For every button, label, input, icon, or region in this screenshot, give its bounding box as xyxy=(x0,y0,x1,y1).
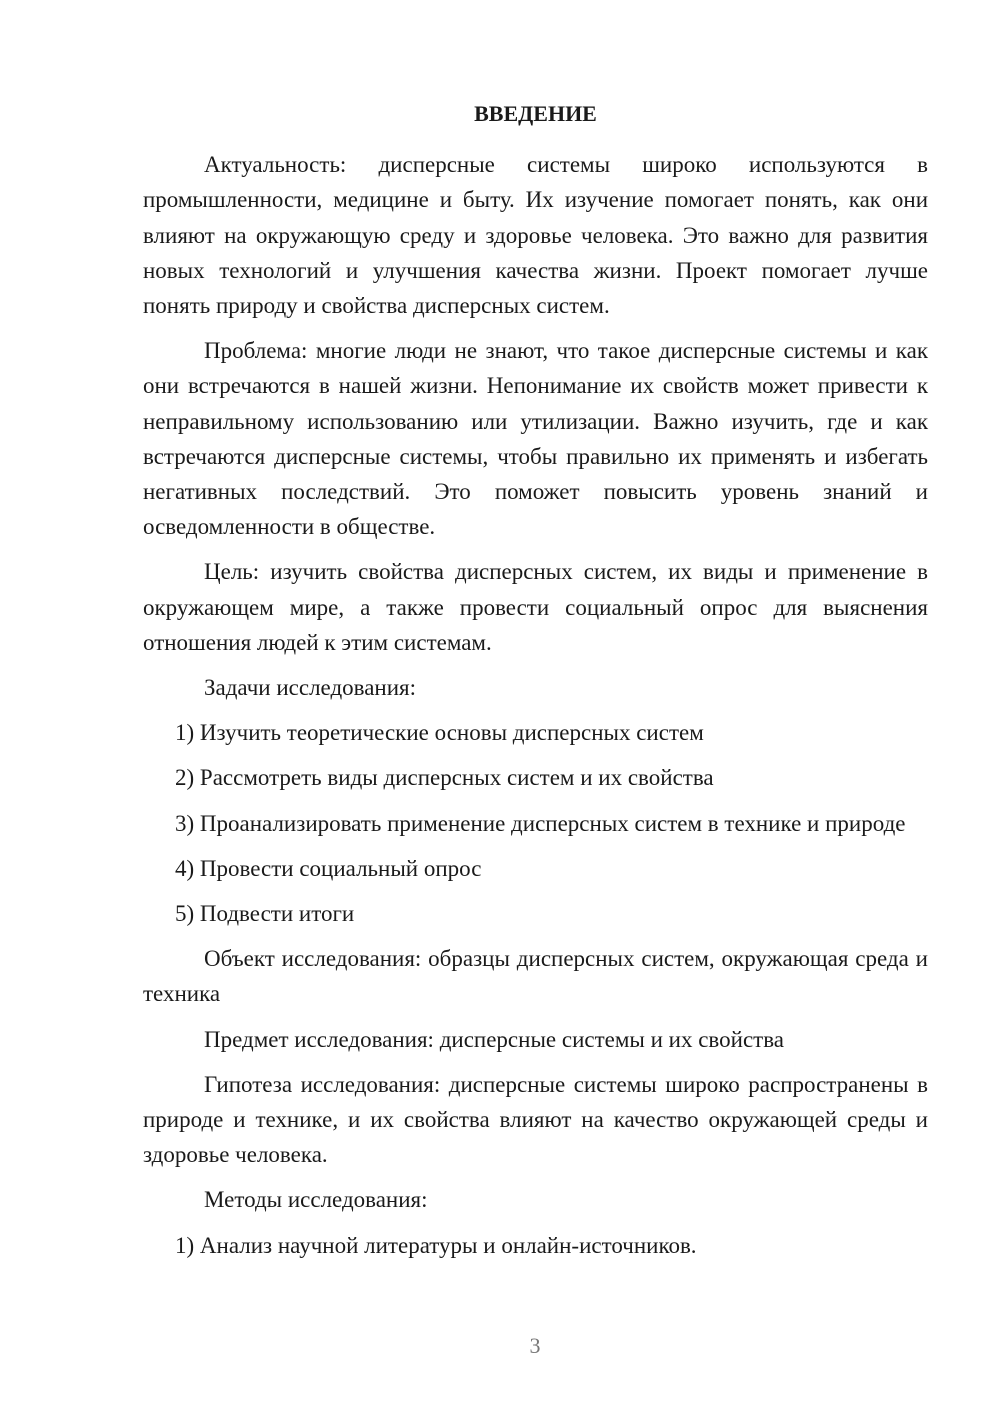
object-paragraph: Объект исследования: образцы дисперсных систем, окружающая среда и техника xyxy=(143,946,928,1007)
task-item: 2) Рассмотреть виды дисперсных систем и их свойства xyxy=(175,765,714,791)
page-title: ВВЕДЕНИЕ xyxy=(474,101,597,126)
task-item: 4) Провести социальный опрос xyxy=(175,855,482,881)
task-item: 3) Проанализировать применение дисперсных систем в технике и природе xyxy=(175,810,906,836)
method-item: 1) Анализ научной литературы и онлайн-источников. xyxy=(175,1232,697,1258)
hypothesis-paragraph: Гипотеза исследования: дисперсные системы широко распространены в природе и технике, и их свойства влияют на качество окружающей среды и здоровье человека. xyxy=(143,1071,928,1168)
subject-paragraph: Предмет исследования: дисперсные системы и их свойства xyxy=(204,1026,784,1052)
task-item: 1) Изучить теоретические основы дисперсных систем xyxy=(175,720,704,746)
tasks-heading: Задачи исследования: xyxy=(204,675,417,701)
methods-heading: Методы исследования: xyxy=(204,1187,428,1213)
relevance-paragraph: Актуальность: дисперсные системы широко используются в промышленности, медицине и быту. Их изучение помогает понять, как они влияют на окружающую среду и здоровье человека. Это важно для развития новых технологий и улучшения качества жизни. Проект помогает лучше понять природу и свойства дисперсных систем. xyxy=(143,152,928,319)
goal-paragraph: Цель: изучить свойства дисперсных систем, их виды и применение в окружающем мире, а также провести социальный опрос для выяснения отношения людей к этим системам. xyxy=(143,559,928,655)
page-content xyxy=(143,96,928,1273)
problem-paragraph: Проблема: многие люди не знают, что такое дисперсные системы и как они встречаются в нашей жизни. Непонимание их свойств может привести к неправильному использованию или утилизации. Важно изучить, где и как встречаются дисперсные системы, чтобы правильно их применять и избегать негативных последствий. Это поможет повысить уровень знаний и осведомленности в обществе. xyxy=(143,338,928,540)
page-number: 3 xyxy=(529,1333,541,1358)
task-item: 5) Подвести итоги xyxy=(175,901,355,927)
